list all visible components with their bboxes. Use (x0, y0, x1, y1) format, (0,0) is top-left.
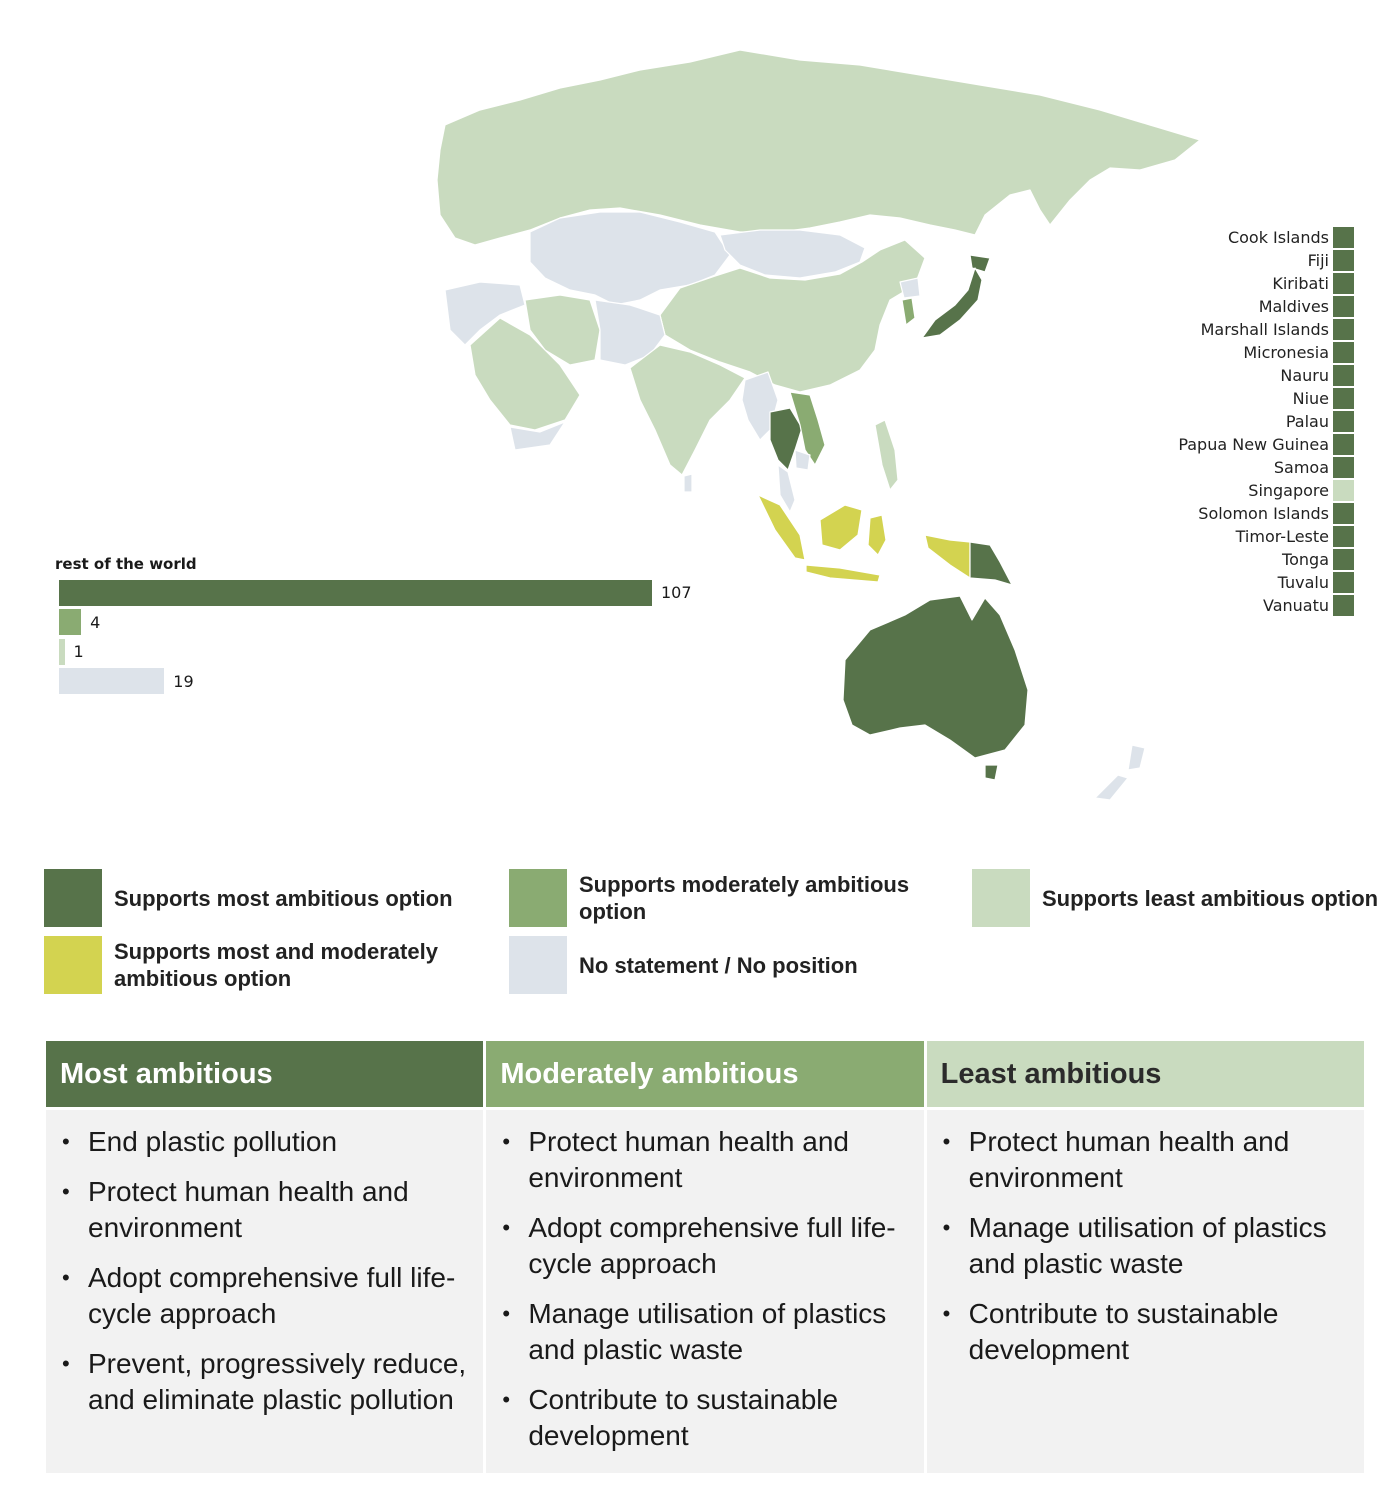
legend-item-least (972, 869, 1382, 927)
island-status-swatch (1333, 549, 1354, 570)
island-status-swatch (1333, 227, 1354, 248)
list-item: • Contribute to sustainable development (941, 1296, 1350, 1368)
map-australia (843, 596, 1028, 780)
column-moderate (486, 1041, 923, 1473)
island-status-swatch (1333, 250, 1354, 271)
column-header: Least ambitious (927, 1041, 1364, 1107)
island-status-swatch (1333, 365, 1354, 386)
list-item: • Adopt comprehensive full life-cycle approach (500, 1210, 909, 1282)
map-korea (902, 298, 915, 325)
legend-label: Supports least ambitious option (1042, 885, 1379, 911)
chart-title: rest of the world (55, 555, 197, 573)
island-row (1178, 387, 1354, 410)
list-item: • Manage utilisation of plastics and plastic waste (941, 1210, 1350, 1282)
legend-swatch (972, 869, 1030, 927)
map-papua-indonesia (925, 535, 970, 578)
island-label: Palau (1285, 412, 1329, 431)
column-body (927, 1110, 1364, 1473)
island-status-swatch (1333, 434, 1354, 455)
island-label: Nauru (1280, 366, 1329, 385)
list-item: • Manage utilisation of plastics and plastic waste (500, 1296, 909, 1368)
bar (59, 639, 65, 665)
map-java (806, 565, 880, 582)
legend-label: Supports most and moderately ambitious option (114, 939, 438, 991)
island-status-swatch (1333, 457, 1354, 478)
column-body (46, 1110, 483, 1473)
island-label: Vanuatu (1262, 596, 1329, 615)
map-new-zealand (1095, 745, 1145, 800)
island-status-swatch (1333, 342, 1354, 363)
column-header: Moderately ambitious (486, 1041, 923, 1107)
list-item: • Contribute to sustainable development (500, 1382, 909, 1454)
list-item: • Protect human health and environment (60, 1174, 469, 1246)
column-least (927, 1041, 1364, 1473)
island-row (1178, 295, 1354, 318)
list-item: • Protect human health and environment (941, 1124, 1350, 1196)
island-row (1178, 249, 1354, 272)
island-row (1178, 571, 1354, 594)
map-north-korea (900, 278, 920, 298)
island-label: Fiji (1307, 251, 1329, 270)
map-japan (922, 255, 990, 338)
island-status-swatch (1333, 319, 1354, 340)
island-label: Cook Islands (1227, 228, 1329, 247)
island-status-swatch (1333, 411, 1354, 432)
island-label: Micronesia (1243, 343, 1329, 362)
column-body (486, 1110, 923, 1473)
bar (59, 609, 81, 635)
map-russia (437, 50, 1200, 245)
island-row (1178, 433, 1354, 456)
legend-item-both (44, 936, 454, 994)
island-label: Timor-Leste (1235, 527, 1329, 546)
island-label: Singapore (1248, 481, 1329, 500)
island-status-swatch (1333, 480, 1354, 501)
island-label: Marshall Islands (1200, 320, 1329, 339)
list-item: • End plastic pollution (60, 1124, 469, 1160)
legend-swatch (509, 869, 567, 927)
bar-value-label: 1 (73, 642, 84, 662)
island-row (1178, 479, 1354, 502)
legend-swatch (509, 936, 567, 994)
bar-row (59, 667, 692, 697)
legend-label: No statement / No position (579, 952, 858, 978)
list-item: • Protect human health and environment (500, 1124, 909, 1196)
map-sri-lanka (684, 474, 692, 492)
island-label: Kiribati (1272, 274, 1329, 293)
island-row (1178, 410, 1354, 433)
island-row (1178, 548, 1354, 571)
island-row (1178, 318, 1354, 341)
map-sulawesi (868, 515, 886, 555)
island-status-swatch (1333, 503, 1354, 524)
island-status-swatch (1333, 595, 1354, 616)
map-philippines (875, 420, 898, 490)
island-row (1178, 341, 1354, 364)
legend-swatch (44, 936, 102, 994)
list-item: • Prevent, progressively reduce, and eliminate plastic pollution (60, 1346, 469, 1418)
legend-swatch (44, 869, 102, 927)
island-row (1178, 525, 1354, 548)
map-sumatra (758, 495, 805, 560)
bar-value-label: 19 (173, 671, 194, 691)
island-row (1178, 456, 1354, 479)
list-item: • Adopt comprehensive full life-cycle approach (60, 1260, 469, 1332)
legend-item-none (509, 936, 919, 994)
island-label: Tuvalu (1277, 573, 1329, 592)
bar-row (59, 608, 692, 638)
island-row (1178, 594, 1354, 617)
bar-value-label: 4 (90, 612, 101, 632)
legend-item-moderate (509, 869, 919, 927)
legend-label: Supports most ambitious option (114, 885, 453, 911)
bar-row (59, 578, 692, 608)
legend-label: Supports moderately ambitious option (579, 872, 910, 924)
rest-of-world-bar-chart (59, 578, 692, 696)
column-header: Most ambitious (46, 1041, 483, 1107)
island-status-swatch (1333, 296, 1354, 317)
island-row (1178, 364, 1354, 387)
bar-row (59, 637, 692, 667)
bar (59, 580, 652, 606)
island-row (1178, 502, 1354, 525)
bar-value-label: 107 (661, 583, 692, 603)
island-status-swatch (1333, 273, 1354, 294)
map-borneo (820, 505, 862, 550)
island-label: Samoa (1273, 458, 1329, 477)
map-papua-new-guinea (970, 542, 1012, 585)
island-label: Niue (1292, 389, 1329, 408)
island-list (1178, 226, 1354, 617)
ambition-options-table (46, 1041, 1364, 1473)
island-status-swatch (1333, 388, 1354, 409)
island-row (1178, 272, 1354, 295)
island-label: Papua New Guinea (1178, 435, 1329, 454)
island-row (1178, 226, 1354, 249)
island-label: Tonga (1282, 550, 1329, 569)
island-label: Solomon Islands (1198, 504, 1329, 523)
legend-item-most (44, 869, 454, 927)
column-most (46, 1041, 483, 1473)
island-label: Maldives (1258, 297, 1329, 316)
bar (59, 668, 164, 694)
island-status-swatch (1333, 526, 1354, 547)
island-status-swatch (1333, 572, 1354, 593)
